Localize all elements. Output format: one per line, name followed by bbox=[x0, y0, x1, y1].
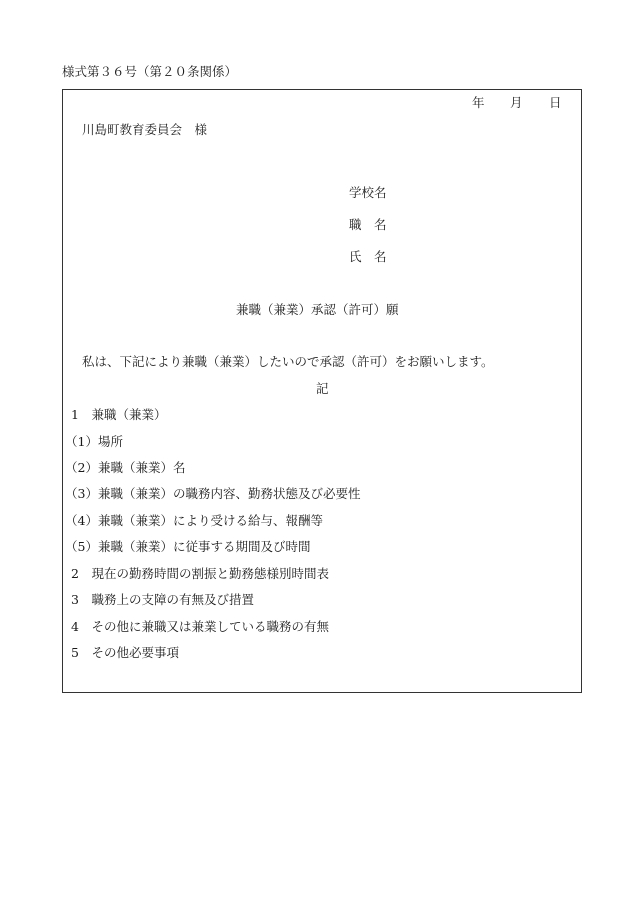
position-label: 職 名 bbox=[349, 217, 387, 232]
date-year-label: 年 bbox=[472, 95, 485, 110]
form-number: 様式第３６号（第２０条関係） bbox=[62, 64, 238, 79]
list-item: 1 兼職（兼業） bbox=[71, 407, 167, 422]
list-item: 3 職務上の支障の有無及び措置 bbox=[71, 592, 254, 607]
name-label: 氏 名 bbox=[349, 249, 387, 264]
list-item: 4 その他に兼職又は兼業している職務の有無 bbox=[71, 619, 329, 634]
list-item: （5）兼職（兼業）に従事する期間及び時間 bbox=[65, 539, 311, 554]
date-month-label: 月 bbox=[510, 95, 523, 110]
list-item: （3）兼職（兼業）の職務内容、勤務状態及び必要性 bbox=[65, 486, 361, 501]
list-item: （1）場所 bbox=[65, 434, 123, 449]
date-day-label: 日 bbox=[549, 95, 562, 110]
list-item: （4）兼職（兼業）により受ける給与、報酬等 bbox=[65, 513, 323, 528]
body-text: 私は、下記により兼職（兼業）したいので承認（許可）をお願いします。 bbox=[82, 354, 494, 369]
document-title: 兼職（兼業）承認（許可）願 bbox=[236, 302, 399, 317]
list-item: 5 その他必要事項 bbox=[71, 645, 179, 660]
school-name-label: 学校名 bbox=[349, 185, 387, 200]
list-item: 2 現在の勤務時間の割振と勤務態様別時間表 bbox=[71, 566, 329, 581]
addressee: 川島町教育委員会 様 bbox=[82, 122, 208, 137]
ki-heading: 記 bbox=[316, 381, 329, 396]
list-item: （2）兼職（兼業）名 bbox=[65, 460, 186, 475]
